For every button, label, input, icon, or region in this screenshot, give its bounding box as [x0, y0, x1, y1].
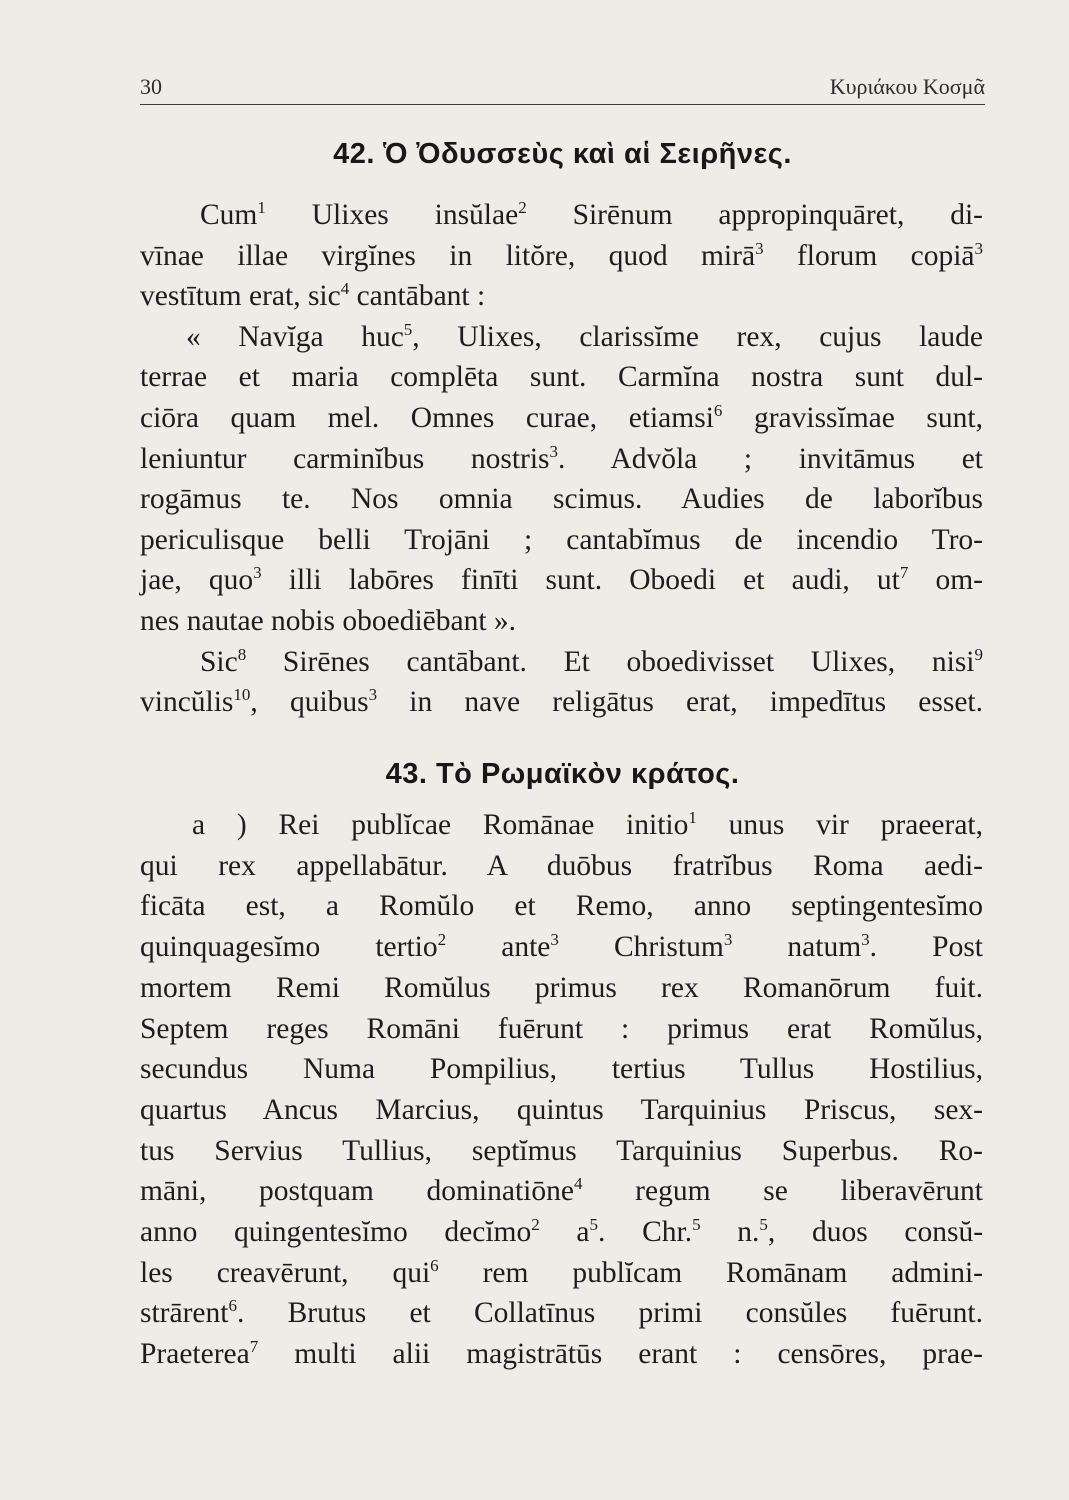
text-line [140, 1333, 983, 1375]
text-segment: vīnae illae virgĭnes in litŏre, quod mirā [140, 239, 756, 272]
text-segment: vincŭlis [140, 686, 234, 719]
text-segment: Praeterea [140, 1338, 250, 1371]
text-segment: n. [700, 1216, 760, 1248]
text-segment: , duos consŭ- [767, 1216, 984, 1248]
text-line [140, 356, 983, 398]
text-segment: . Brutus et Collatīnus primi consŭles fuērunt. [236, 1297, 983, 1330]
text-segment: leniuntur carminĭbus nostris [140, 442, 550, 475]
text-line [140, 1292, 983, 1334]
text-segment: māni, postquam dominatiōne [140, 1175, 574, 1208]
text-line [140, 1089, 983, 1131]
text-line [140, 926, 983, 968]
text-segment: periculisque belli Trojāni ; cantabĭmus de incendio Tro- [140, 523, 983, 556]
text-line [140, 559, 983, 601]
text-segment: natum [732, 931, 862, 964]
text-line [140, 1211, 983, 1253]
text-segment: anno quingentesĭmo decĭmo [140, 1216, 532, 1248]
text-segment: , quibus [250, 686, 369, 719]
text-line [140, 1252, 983, 1294]
text-segment: terrae et maria complēta sunt. Carmĭna nostra sunt dul- [140, 361, 983, 394]
text-line [140, 275, 983, 317]
text-segment: rogāmus te. Nos omnia scimus. Audies de laborĭbus [140, 483, 983, 516]
text-segment: nes nautae nobis oboediēbant ». [140, 605, 517, 637]
text-segment: « Navĭga huc [186, 320, 404, 353]
section-43-heading [140, 758, 985, 791]
text-segment: secundus Numa Pompilius, tertius Tullus Hostilius, [140, 1053, 983, 1086]
text-segment: . Chr. [598, 1216, 693, 1248]
text-segment: . Post [869, 931, 983, 964]
text-segment: jae, quo [140, 564, 254, 597]
text-segment: quartus Ancus Marcius, quintus Tarquinius Priscus, sex- [140, 1093, 983, 1126]
text-line [140, 967, 983, 1009]
footnote-marker: 9 [974, 644, 983, 664]
footnote-marker: 5 [403, 319, 413, 339]
text-line [140, 438, 983, 480]
text-line [140, 519, 983, 561]
text-segment: les creavērunt, qui [140, 1256, 431, 1289]
footnote-marker: 3 [974, 238, 983, 258]
text-segment: tus Servius Tullius, septĭmus Tarquinius Superbus. Ro- [140, 1134, 983, 1167]
footnote-marker: 1 [688, 808, 697, 827]
text-line [192, 804, 983, 846]
text-segment: mortem Remi Romŭlus primus rex Romanōrum fuit. [140, 971, 983, 1004]
footnote-marker: 10 [233, 685, 251, 705]
text-segment: illi labōres finīti sunt. Oboedi et audi, ut [261, 564, 900, 597]
text-line [140, 235, 983, 277]
text-segment: quinquagesĭmo tertio [140, 931, 438, 964]
text-segment: Sic [200, 645, 238, 678]
text-segment: gravissĭmae sunt, [722, 402, 983, 434]
footnote-marker: 7 [249, 1337, 259, 1357]
footnote-marker: 5 [759, 1215, 768, 1234]
footnote-marker: 3 [723, 930, 733, 950]
footnote-marker: 6 [713, 401, 723, 420]
text-segment: . Advŏla ; invitāmus et [558, 442, 983, 475]
text-line [200, 194, 983, 236]
text-segment: qui rex appellabātur. A duōbus fratrĭbus Roma aedi- [140, 849, 983, 882]
footnote-marker: 3 [368, 685, 378, 705]
footnote-marker: 6 [228, 1296, 237, 1316]
footnote-marker: 7 [899, 563, 909, 583]
text-segment: regum se liberavērunt [582, 1175, 983, 1208]
text-line [140, 1130, 983, 1172]
text-segment: cantābant : [349, 280, 486, 313]
section-43-title: Τὸ Ρωμαϊκὸν κράτος. [435, 758, 740, 790]
text-segment: a [539, 1216, 590, 1248]
text-line [140, 845, 983, 887]
footnote-marker: 3 [755, 238, 764, 258]
text-line [140, 600, 983, 642]
text-segment: multi alii magistrātūs erant : censōres, prae- [258, 1338, 983, 1371]
text-segment: ficāta est, a Romŭlo et Remo, anno septingentesĭmo [140, 890, 983, 923]
text-segment: vestītum erat, sic [140, 280, 341, 313]
text-segment: Sirēnes cantābant. Et oboedivisset Ulixes, nisi [246, 645, 975, 678]
text-line [140, 397, 983, 439]
text-segment: florum copiā [763, 239, 975, 272]
text-line [186, 316, 983, 358]
footnote-marker: 8 [237, 644, 247, 664]
section-42-heading [140, 138, 985, 171]
footnote-marker: 5 [692, 1215, 701, 1234]
text-line [140, 1170, 983, 1212]
text-segment: ante [446, 931, 551, 964]
footnote-marker: 4 [573, 1174, 583, 1194]
footnote-marker: 5 [589, 1215, 599, 1234]
text-segment: in nave religātus erat, impedītus esset. [377, 686, 983, 719]
page-header [140, 64, 985, 105]
footnote-marker: 2 [437, 930, 447, 950]
page-number: 30 [140, 74, 162, 99]
section-42-number: 42. [333, 138, 375, 170]
text-segment: strārent [140, 1297, 229, 1330]
footnote-marker: 2 [531, 1215, 540, 1234]
footnote-marker: 6 [430, 1255, 439, 1275]
text-segment: unus vir praeerat, [696, 809, 983, 841]
text-segment: rem publĭcam Romānam admini- [438, 1256, 983, 1289]
footnote-marker: 3 [253, 563, 262, 583]
text-line [140, 1048, 983, 1090]
text-line [140, 885, 983, 927]
text-segment: Sirēnum appropinquāret, di- [526, 199, 983, 231]
text-segment: , Ulixes, clarissĭme rex, cujus laude [412, 320, 983, 353]
section-43-number: 43. [385, 758, 428, 790]
footnote-marker: 1 [257, 198, 266, 217]
footnote-marker: 3 [549, 441, 559, 461]
text-line [200, 641, 983, 683]
text-line [140, 681, 983, 723]
text-segment: Septem reges Romāni fuērunt : primus erat Romŭlus, [140, 1012, 983, 1045]
footnote-marker: 4 [340, 279, 350, 299]
text-segment: om- [908, 564, 983, 597]
text-segment: a ) Rei publĭcae Romānae initio [192, 809, 689, 841]
running-title: Κυριάκου Κοσμᾶ [829, 74, 985, 99]
section-42-title: Ὁ Ὀδυσσεὺς καὶ αἱ Σειρῆνες. [383, 138, 792, 170]
text-segment: Christum [558, 931, 724, 964]
footnote-marker: 3 [550, 930, 559, 950]
footnote-marker: 2 [518, 198, 527, 217]
text-line [140, 1008, 983, 1050]
text-segment: Cum [200, 199, 258, 231]
footnote-marker: 3 [861, 930, 870, 950]
text-segment: ciōra quam mel. Omnes curae, etiamsi [140, 402, 714, 434]
text-segment: Ulixes insŭlae [265, 199, 519, 231]
text-line [140, 478, 983, 520]
